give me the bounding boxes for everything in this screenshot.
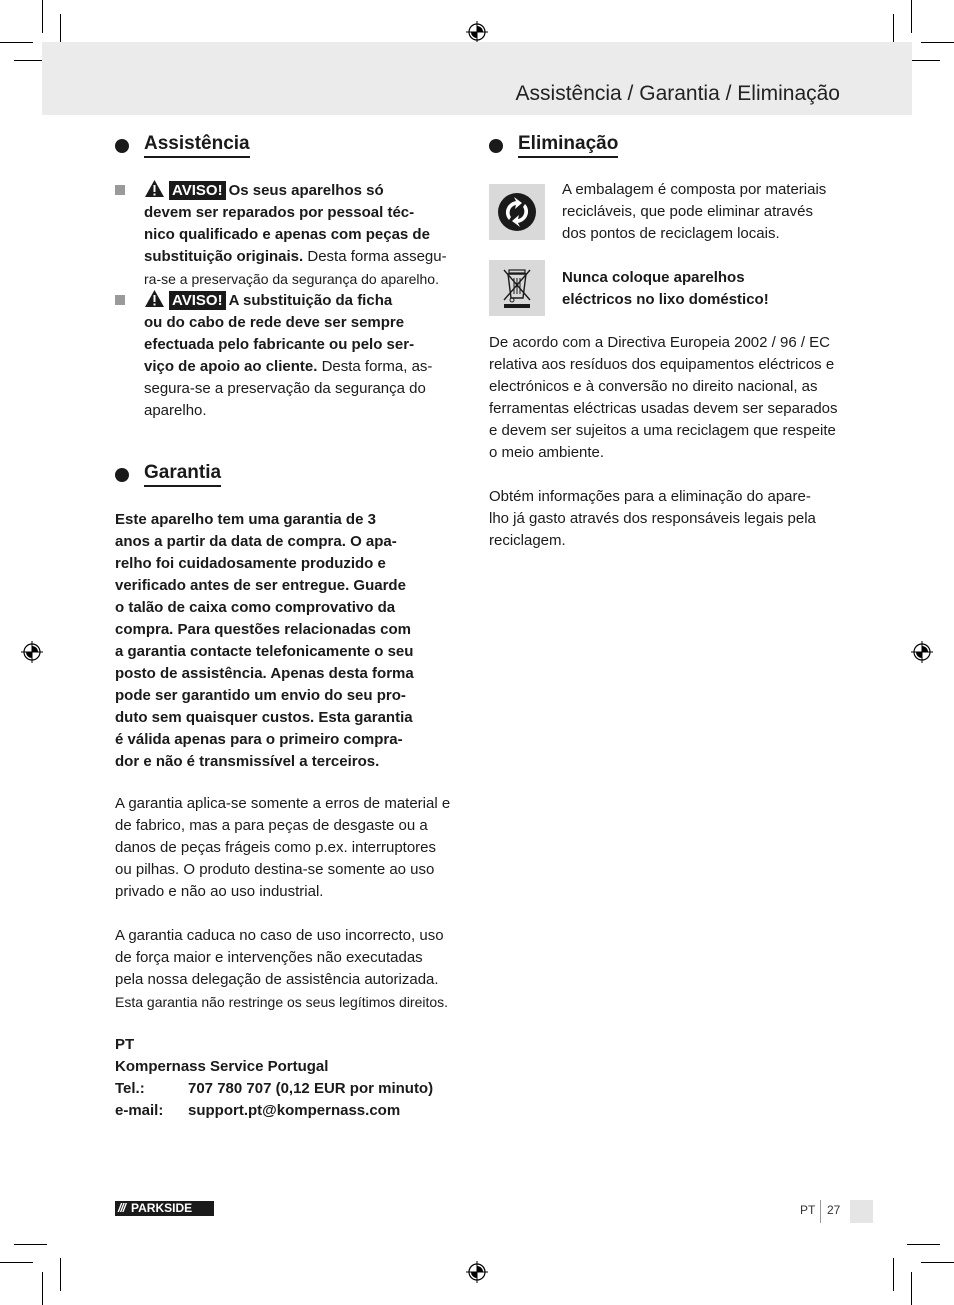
language-code: PT bbox=[800, 1203, 816, 1217]
green-dot-icon bbox=[489, 184, 545, 240]
text-line: pela nossa delegação de assistência autorizada. bbox=[115, 971, 439, 988]
service-contact bbox=[115, 1034, 475, 1122]
crop-mark bbox=[911, 0, 912, 33]
text-line: Desta forma assegu- bbox=[307, 248, 447, 265]
section-title: Eliminação bbox=[518, 133, 618, 158]
disposal-paragraph bbox=[489, 486, 849, 552]
crop-mark bbox=[907, 1244, 940, 1245]
text-line: De acordo com a Directiva Europeia 2002 / 96 / EC bbox=[489, 334, 831, 351]
warranty-paragraph bbox=[115, 793, 475, 903]
text-line: dor e não é transmissível a terceiros. bbox=[115, 753, 380, 770]
text-line: ou do cabo de rede deve ser sempre bbox=[144, 314, 405, 331]
crop-mark bbox=[42, 0, 43, 33]
text-line: pode ser garantido um envio do seu pro- bbox=[115, 687, 406, 704]
registration-mark-icon bbox=[21, 641, 43, 663]
text-line: lho já gasto através dos responsáveis legais pela bbox=[489, 510, 816, 527]
text-line: de fabrico, mas a para peças de desgaste ou a bbox=[115, 817, 428, 834]
bullet-dot-icon bbox=[115, 468, 129, 482]
text-line: ou pilhas. O produto destina-se somente ao uso bbox=[115, 861, 435, 878]
text-line: Este aparelho tem uma garantia de 3 bbox=[115, 511, 376, 528]
warning-triangle-icon bbox=[144, 179, 165, 198]
text-line: Esta garantia não restringe os seus legítimos direitos. bbox=[115, 994, 449, 1010]
crop-mark bbox=[893, 1258, 894, 1291]
logo-text: PARKSIDE bbox=[131, 1201, 193, 1215]
logo-slashes: /// bbox=[118, 1201, 126, 1215]
text-line: A garantia aplica-se somente a erros de material e bbox=[115, 795, 451, 812]
text-line: ferramentas eléctricas usadas devem ser separados bbox=[489, 400, 838, 417]
text-line: efectuada pelo fabricante ou pelo ser- bbox=[144, 336, 415, 353]
text-line: relho foi cuidadosamente produzido e bbox=[115, 555, 386, 572]
text-line: o meio ambiente. bbox=[489, 444, 605, 461]
crop-mark bbox=[60, 1258, 61, 1291]
text-line: viço de apoio ao cliente. bbox=[144, 358, 318, 375]
crop-mark bbox=[0, 42, 33, 43]
text-line: ra-se a preservação da segurança do aparelho. bbox=[144, 271, 439, 287]
page-title: Assistência / Garantia / Eliminação bbox=[515, 82, 840, 105]
text-line: a garantia contacte telefonicamente o seu bbox=[115, 643, 414, 660]
section-heading-assistencia bbox=[115, 133, 250, 158]
disposal-paragraph bbox=[489, 332, 849, 464]
text-line: o talão de caixa como comprovativo da bbox=[115, 599, 396, 616]
section-title: Garantia bbox=[144, 462, 221, 487]
text-line: aparelho. bbox=[144, 402, 207, 419]
bullet-dot-icon bbox=[115, 139, 129, 153]
text-line: recicláveis, que pode eliminar através bbox=[562, 203, 813, 220]
parkside-logo bbox=[115, 1201, 214, 1216]
list-bullet-icon bbox=[115, 185, 125, 195]
section-title: Assistência bbox=[144, 133, 250, 158]
text-line: segura-se a preservação da segurança do bbox=[144, 380, 426, 397]
warning-item bbox=[144, 179, 468, 291]
text-line: reciclagem. bbox=[489, 532, 566, 549]
text-line: é válida apenas para o primeiro compra- bbox=[115, 731, 403, 748]
contact-company: Kompernass Service Portugal bbox=[115, 1058, 329, 1075]
list-bullet-icon bbox=[115, 295, 125, 305]
registration-mark-icon bbox=[466, 21, 488, 43]
warning-triangle-icon bbox=[144, 289, 165, 308]
registration-mark-icon bbox=[911, 641, 933, 663]
crop-mark bbox=[911, 1272, 912, 1305]
text-line: posto de assistência. Apenas desta forma bbox=[115, 665, 414, 682]
text-line: electrónicos e à conversão no direito nacional, as bbox=[489, 378, 818, 395]
contact-country: PT bbox=[115, 1036, 135, 1053]
bullet-dot-icon bbox=[489, 139, 503, 153]
text-line: danos de peças frágeis como p.ex. interruptores bbox=[115, 839, 437, 856]
registration-mark-icon bbox=[466, 1261, 488, 1283]
contact-email-row bbox=[115, 1100, 475, 1122]
page-number: 27 bbox=[827, 1203, 841, 1217]
crop-mark bbox=[42, 1272, 43, 1305]
text-line: de força maior e intervenções não executadas bbox=[115, 949, 423, 966]
contact-label: e-mail: bbox=[115, 1102, 164, 1119]
text-line: Nunca coloque aparelhos bbox=[562, 269, 745, 286]
warranty-bold-paragraph bbox=[115, 509, 475, 773]
contact-email: support.pt@kompernass.com bbox=[188, 1102, 401, 1119]
warning-item bbox=[144, 289, 468, 422]
text-line: compra. Para questões relacionadas com bbox=[115, 621, 411, 638]
text-line: devem ser reparados por pessoal téc- bbox=[144, 204, 415, 221]
section-heading-eliminacao bbox=[489, 133, 618, 158]
text-line: nico qualificado e apenas com peças de bbox=[144, 226, 430, 243]
text-line: A garantia caduca no caso de uso incorrecto, uso bbox=[115, 927, 444, 944]
text-line: duto sem quaisquer custos. Esta garantia bbox=[115, 709, 413, 726]
text-line: privado e não ao uso industrial. bbox=[115, 883, 324, 900]
crop-mark bbox=[921, 1262, 954, 1263]
warning-badge: AVISO! bbox=[169, 181, 226, 200]
footer-divider bbox=[820, 1200, 821, 1223]
text-line: Obtém informações para a eliminação do apare- bbox=[489, 488, 811, 505]
crop-mark bbox=[921, 42, 954, 43]
contact-label: Tel.: bbox=[115, 1080, 145, 1097]
section-heading-garantia bbox=[115, 462, 221, 487]
crop-mark bbox=[0, 1262, 33, 1263]
warranty-paragraph bbox=[115, 925, 475, 1013]
text-line: Desta forma, as- bbox=[321, 358, 433, 375]
text-line: Os seus aparelhos só bbox=[228, 182, 384, 199]
recycle-text bbox=[562, 179, 852, 245]
contact-phone: 707 780 707 (0,12 EUR por minuto) bbox=[188, 1080, 434, 1097]
crossed-bin-icon bbox=[489, 260, 545, 316]
weee-warning-text bbox=[562, 267, 852, 311]
page-tab bbox=[850, 1200, 873, 1223]
text-line: anos a partir da data de compra. O apa- bbox=[115, 533, 397, 550]
text-line: A substituição da ficha bbox=[228, 292, 393, 309]
crop-mark bbox=[14, 1244, 47, 1245]
text-line: eléctricos no lixo doméstico! bbox=[562, 291, 769, 308]
contact-phone-row bbox=[115, 1078, 475, 1100]
text-line: relativa aos resíduos dos equipamentos eléctricos e bbox=[489, 356, 835, 373]
warning-badge: AVISO! bbox=[169, 291, 226, 310]
text-line: substituição originais. bbox=[144, 248, 304, 265]
text-line: e devem ser sujeitos a uma reciclagem que respeite bbox=[489, 422, 836, 439]
text-line: verificado antes de ser entregue. Guarde bbox=[115, 577, 406, 594]
text-line: dos pontos de reciclagem locais. bbox=[562, 225, 780, 242]
text-line: A embalagem é composta por materiais bbox=[562, 181, 827, 198]
